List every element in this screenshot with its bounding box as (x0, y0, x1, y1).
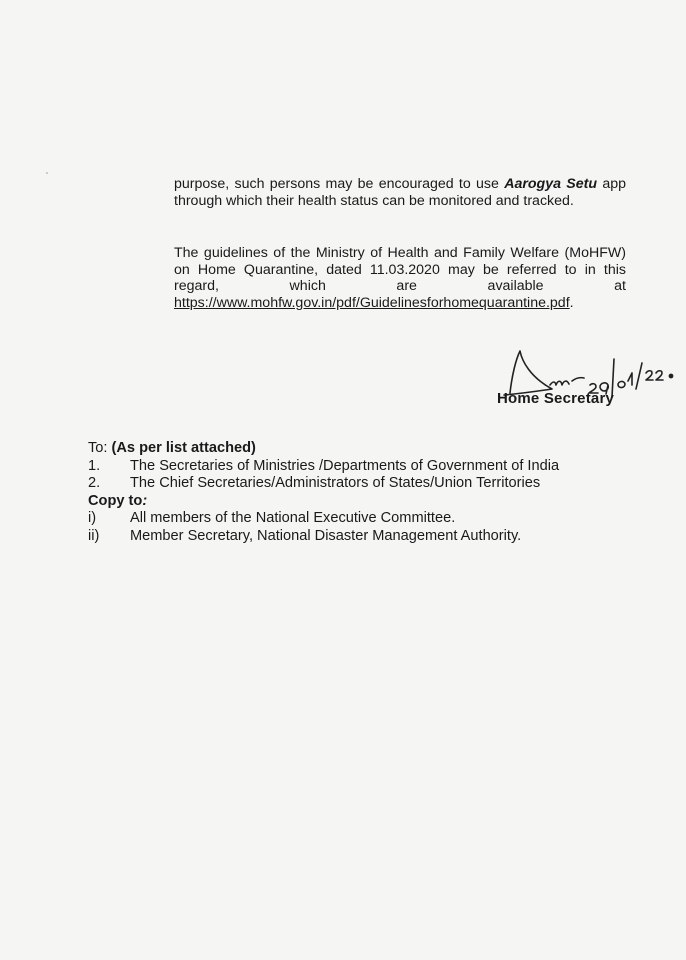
recipient-number: 1. (88, 457, 101, 474)
para2-text: The guidelines of the Ministry of Health and Family Welfare (MoHFW) on Home Quarantine, dated 11.03.2020 may be referred to in this regard, which are available at (174, 245, 626, 295)
copy-to-colon: : (142, 492, 148, 509)
signatory-title: Home Secretary (497, 390, 615, 407)
copy-row (88, 528, 648, 546)
para1-text-b: app through which their health status can be monitored and tracked. (174, 176, 626, 209)
recipient-row (88, 475, 648, 493)
copy-number: ii) (88, 527, 100, 544)
recipient-text: The Chief Secretaries/Administrators of States/Union Territories (130, 475, 541, 492)
guidelines-link[interactable]: https://www.mohfw.gov.in/pdf/Guidelinesforhomequarantine.pdf (174, 294, 570, 311)
copy-text: All members of the National Executive Committee. (130, 510, 456, 527)
copy-to-label: Copy to (88, 492, 143, 509)
app-name-aarogya-setu: Aarogya Setu (504, 176, 598, 192)
distribution-list (88, 440, 648, 546)
copy-text: Member Secretary, National Disaster Management Authority. (130, 527, 522, 544)
para2-end: . (569, 294, 574, 311)
scan-speck (46, 172, 48, 174)
paragraph-aarogya-setu (174, 176, 626, 209)
copy-number: i) (88, 510, 97, 527)
copy-row (88, 510, 648, 528)
to-line (88, 440, 648, 458)
recipient-row (88, 458, 648, 476)
paragraph-mohfw-guidelines (174, 245, 626, 311)
recipient-text: The Secretaries of Ministries /Departments of Government of India (130, 457, 560, 474)
copy-to-heading (88, 493, 648, 511)
para1-text-a: purpose, such persons may be encouraged to use (174, 176, 505, 192)
to-label: To: (88, 440, 108, 456)
recipient-number: 2. (88, 475, 101, 492)
to-note: (As per list attached) (111, 440, 256, 456)
